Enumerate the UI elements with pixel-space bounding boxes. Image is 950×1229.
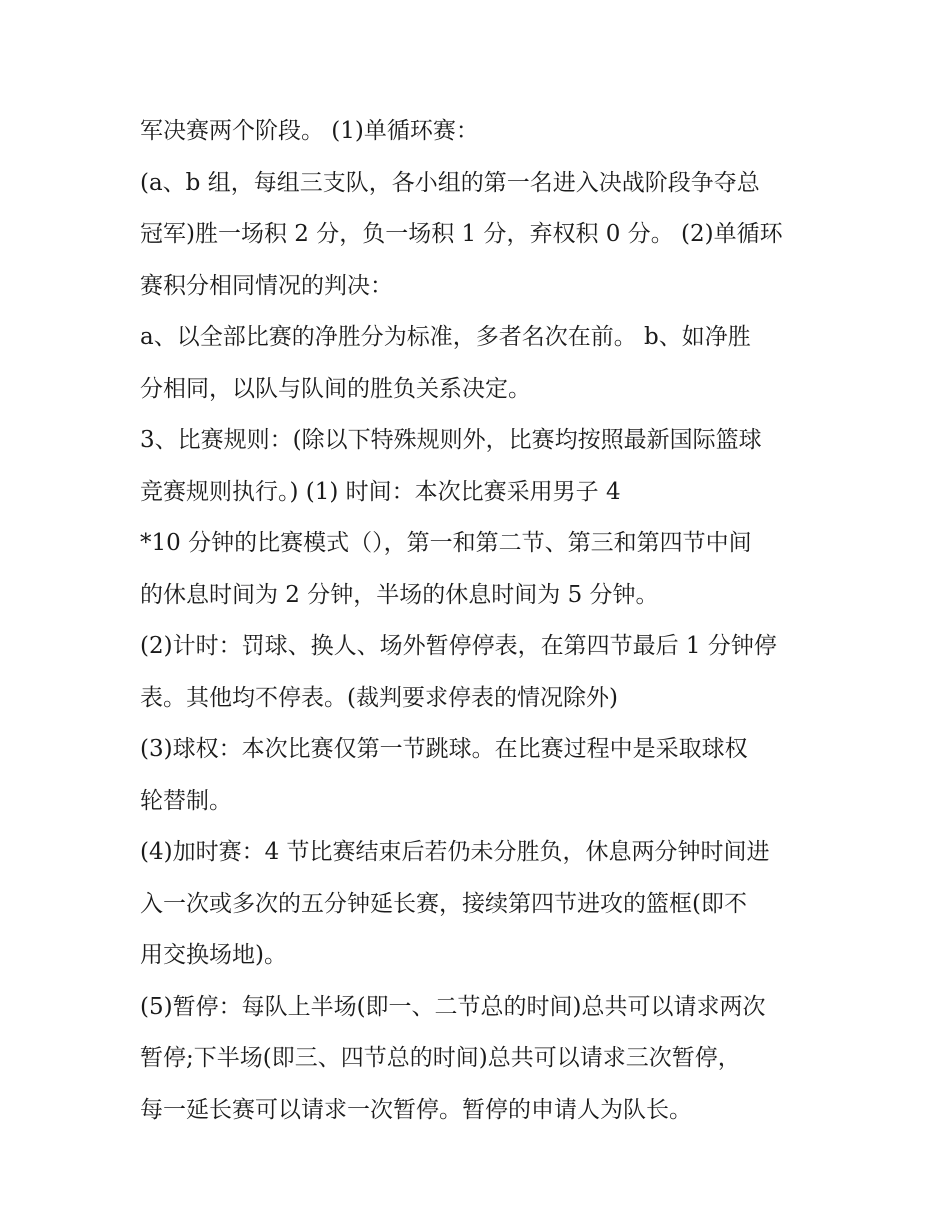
text-line: 暂停;下半场(即三、四节总的时间)总共可以请求三次暂停， bbox=[140, 1045, 741, 1071]
text-line: (2)计时：罚球、换人、场外暂停停表，在第四节最后 1 分钟停 bbox=[140, 633, 777, 659]
text-line: 赛积分相同情况的判决： bbox=[140, 272, 393, 299]
text-line: 每一延长赛可以请求一次暂停。暂停的申请人为队长。 bbox=[140, 1096, 692, 1123]
text-line: 入一次或多次的五分钟延长赛，接续第四节进攻的篮框(即不 bbox=[140, 890, 747, 917]
text-line: 冠军)胜一场积 2 分，负一场积 1 分，弃权积 0 分。 (2)单循环 bbox=[140, 221, 783, 247]
text-line: (a、b 组，每组三支队，各小组的第一名进入决战阶段争夺总 bbox=[140, 169, 760, 196]
text-line: 轮替制。 bbox=[140, 787, 232, 814]
text-line: 表。其他均不停表。(裁判要求停表的情况除外) bbox=[140, 684, 618, 711]
text-line: (5)暂停：每队上半场(即一、二节总的时间)总共可以请求两次 bbox=[140, 993, 766, 1020]
text-line: 3、比赛规则：(除以下特殊规则外，比赛均按照最新国际篮球 bbox=[140, 427, 762, 453]
text-line: 分相同，以队与队间的胜负关系决定。 bbox=[140, 375, 531, 402]
text-line: 用交换场地)。 bbox=[140, 942, 287, 968]
text-line: 竞赛规则执行。) (1) 时间：本次比赛采用男子 4 bbox=[140, 478, 621, 505]
text-line: 军决赛两个阶段。 (1)单循环赛： bbox=[140, 118, 479, 144]
text-line: *10 分钟的比赛模式（），第一和第二节、第三和第四节中间 bbox=[140, 530, 752, 556]
text-line: (4)加时赛：4 节比赛结束后若仍未分胜负，休息两分钟时间进 bbox=[140, 839, 770, 865]
text-line: a、以全部比赛的净胜分为标准，多者名次在前。 b、如净胜 bbox=[140, 324, 751, 350]
text-line: 的休息时间为 2 分钟，半场的休息时间为 5 分钟。 bbox=[140, 581, 659, 608]
body-text bbox=[140, 106, 830, 1136]
text-line: (3)球权：本次比赛仅第一节跳球。在比赛过程中是采取球权 bbox=[140, 736, 748, 762]
